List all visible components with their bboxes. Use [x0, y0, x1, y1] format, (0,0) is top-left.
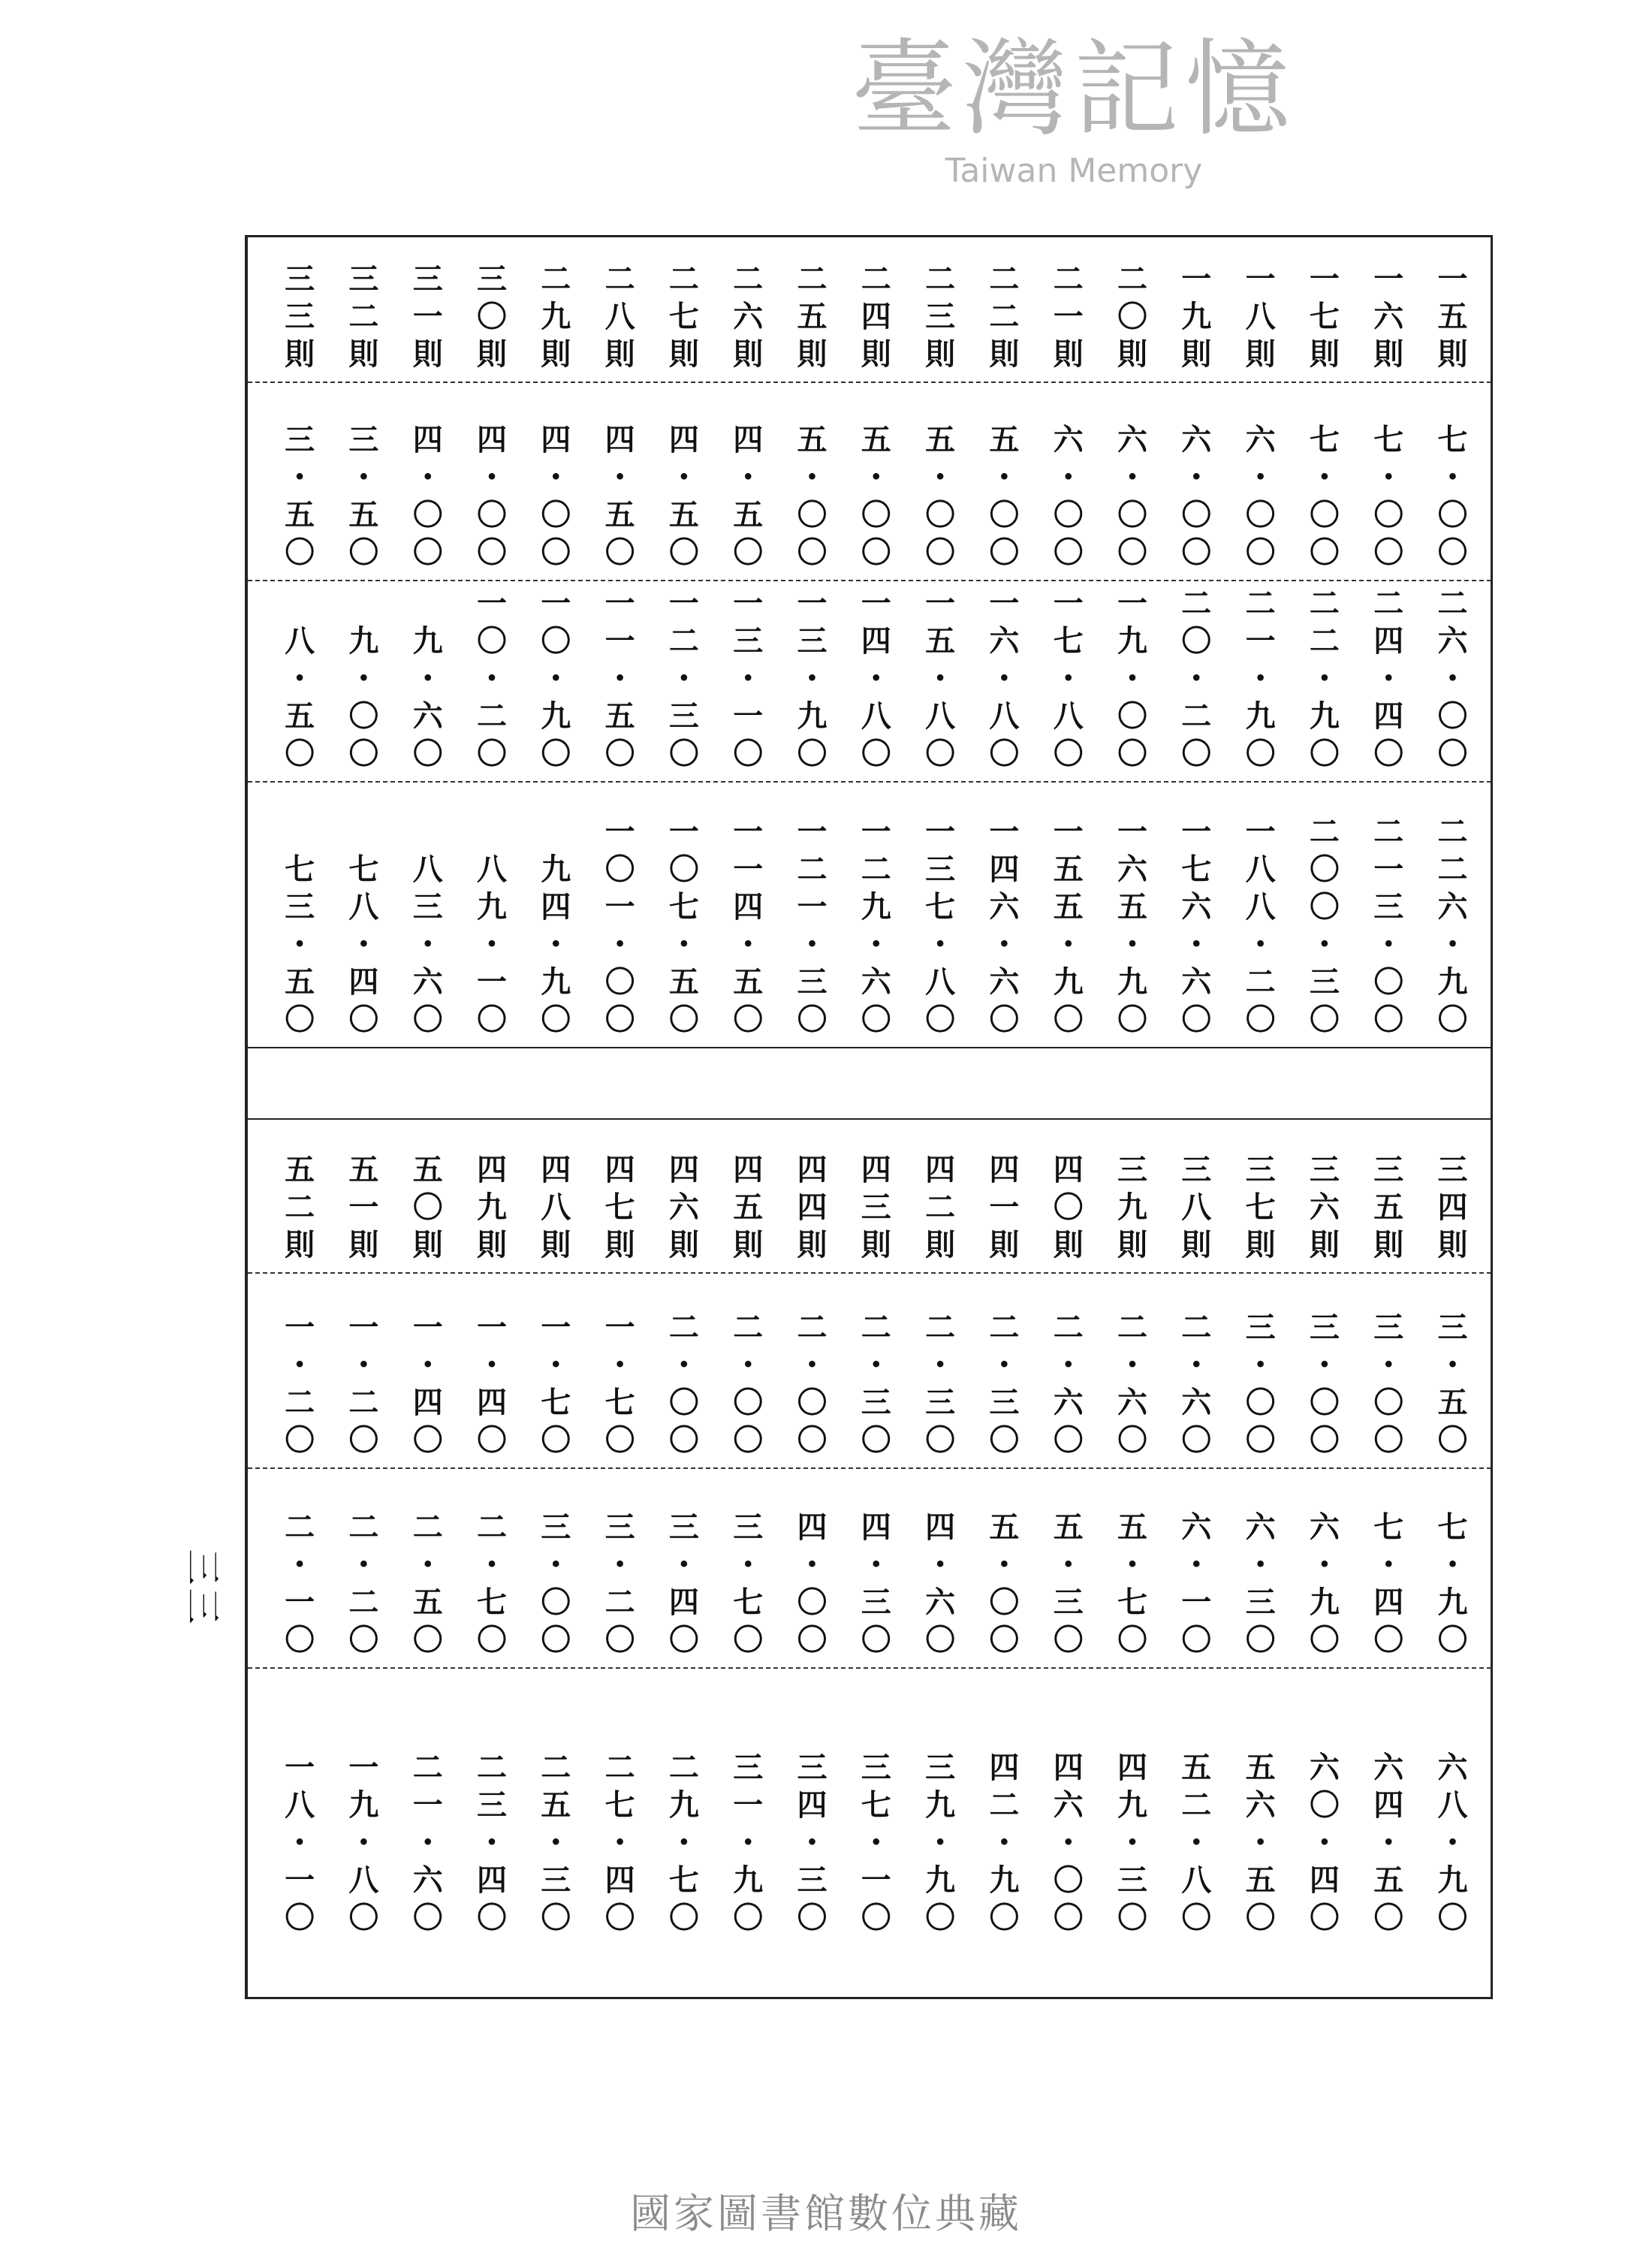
- row-divider: [248, 580, 1491, 581]
- table-cell: 七・〇〇: [1304, 424, 1340, 574]
- rule-number-header: 四三則: [856, 1154, 892, 1266]
- table-cell: 四二・九〇: [984, 1751, 1020, 1939]
- table-cell: 六・〇〇: [1048, 424, 1084, 574]
- table-cell: 四・五〇: [600, 424, 636, 574]
- table-cell: 一三・九〇: [792, 587, 828, 775]
- rule-number-header: 四二則: [920, 1154, 956, 1266]
- table-cell: 六四・五〇: [1368, 1751, 1404, 1939]
- rule-number-header: 五二則: [279, 1154, 315, 1266]
- table-cell: 一・四〇: [472, 1311, 508, 1461]
- table-cell: 四九・三〇: [1112, 1751, 1148, 1939]
- table-cell: 一・七〇: [535, 1311, 571, 1461]
- table-cell: 一・二〇: [343, 1311, 379, 1461]
- table-cell: 一六・八〇: [984, 587, 1020, 775]
- table-cell: 五・〇〇: [856, 424, 892, 574]
- rule-number-header: 二三則: [920, 263, 956, 376]
- rule-number-header: 四六則: [664, 1154, 700, 1266]
- table-cell: 一八八・二〇: [1241, 816, 1277, 1041]
- table-cell: 二一・六〇: [408, 1751, 444, 1939]
- table-cell: 三・五〇: [279, 424, 315, 574]
- table-cell: 一四・八〇: [856, 587, 892, 775]
- table-cell: 五六・五〇: [1241, 1751, 1277, 1939]
- table-cell: 六・九〇: [1304, 1511, 1340, 1661]
- table-cell: 一〇一・〇〇: [600, 816, 636, 1041]
- rule-number-header: 三六則: [1304, 1154, 1340, 1266]
- row-divider: [248, 1272, 1491, 1274]
- table-cell: 七・四〇: [1368, 1511, 1404, 1661]
- table-cell: 三・七〇: [728, 1511, 764, 1661]
- table-cell: 一一四・五〇: [728, 816, 764, 1041]
- rule-number-header: 四五則: [728, 1154, 764, 1266]
- table-cell: 二・六〇: [1112, 1311, 1148, 1461]
- table-cell: 二三・四〇: [472, 1751, 508, 1939]
- table-cell: 一六五・九〇: [1112, 816, 1148, 1041]
- table-cell: 九・〇〇: [343, 625, 379, 775]
- table-cell: 七・〇〇: [1368, 424, 1404, 574]
- table-cell: 五・〇〇: [920, 424, 956, 574]
- rule-number-header: 四八則: [535, 1154, 571, 1266]
- rule-number-header: 四七則: [600, 1154, 636, 1266]
- table-cell: 二〇・二〇: [1176, 587, 1212, 775]
- table-cell: 一二九・六〇: [856, 816, 892, 1041]
- table-cell: 六・三〇: [1241, 1511, 1277, 1661]
- row-divider: [248, 1667, 1491, 1669]
- table-cell: 八三・六〇: [408, 853, 444, 1041]
- table-cell: 四・六〇: [920, 1511, 956, 1661]
- table-cell: 二・一〇: [279, 1511, 315, 1661]
- table-cell: 四・〇〇: [792, 1511, 828, 1661]
- watermark-text: 臺灣記憶: [851, 29, 1296, 151]
- table-cell: 四六・〇〇: [1048, 1751, 1084, 1939]
- table-cell: 二四・四〇: [1368, 587, 1404, 775]
- table-cell: 一九・八〇: [343, 1751, 379, 1939]
- table-cell: 一三・一〇: [728, 587, 764, 775]
- rule-number-header: 三一則: [408, 263, 444, 376]
- table-cell: 二六・〇〇: [1433, 587, 1468, 775]
- table-cell: 三一・九〇: [728, 1751, 764, 1939]
- table-cell: 五・七〇: [1112, 1511, 1148, 1661]
- watermark-subtext: Taiwan Memory: [945, 152, 1203, 190]
- table-cell: 七八・四〇: [343, 853, 379, 1041]
- table-cell: 二二・九〇: [1304, 587, 1340, 775]
- table-cell: 二〇〇・三〇: [1304, 816, 1340, 1041]
- rule-number-header: 三四則: [1433, 1154, 1468, 1266]
- table-cell: 七三・五〇: [279, 853, 315, 1041]
- table-cell: 六・〇〇: [1112, 424, 1148, 574]
- table-cell: 一八・一〇: [279, 1751, 315, 1939]
- table-cell: 一七・八〇: [1048, 587, 1084, 775]
- table-cell: 二二六・九〇: [1433, 816, 1468, 1041]
- table-cell: 七・〇〇: [1433, 424, 1468, 574]
- rule-number-header: 二九則: [535, 263, 571, 376]
- table-cell: 三九・九〇: [920, 1751, 956, 1939]
- table-cell: 四・五〇: [728, 424, 764, 574]
- table-cell: 二・〇〇: [792, 1311, 828, 1461]
- watermark-logo: [841, 30, 1307, 192]
- rule-number-header: 四四則: [792, 1154, 828, 1266]
- table-cell: 八九・一〇: [472, 853, 508, 1041]
- table-cell: 二九・七〇: [664, 1751, 700, 1939]
- rule-number-header: 三八則: [1176, 1154, 1212, 1266]
- table-cell: 三四・三〇: [792, 1751, 828, 1939]
- table-cell: 二七・四〇: [600, 1751, 636, 1939]
- rule-number-header: 二四則: [856, 263, 892, 376]
- row-divider: [248, 1047, 1491, 1048]
- table-cell: 一・四〇: [408, 1311, 444, 1461]
- table-cell: 二・三〇: [920, 1311, 956, 1461]
- rule-number-header: 四九則: [472, 1154, 508, 1266]
- table-cell: 二・三〇: [856, 1311, 892, 1461]
- rule-number-header: 三九則: [1112, 1154, 1148, 1266]
- row-divider: [248, 382, 1491, 383]
- table-cell: 一・七〇: [600, 1311, 636, 1461]
- table-cell: 三・五〇: [1433, 1311, 1468, 1461]
- rule-number-header: 二一則: [1048, 263, 1084, 376]
- table-cell: 二・七〇: [472, 1511, 508, 1661]
- table-cell: 六〇・四〇: [1304, 1751, 1340, 1939]
- table-cell: 三・四〇: [664, 1511, 700, 1661]
- table-cell: 三・〇〇: [1304, 1311, 1340, 1461]
- rule-number-header: 二六則: [728, 263, 764, 376]
- table-cell: 二五・三〇: [535, 1751, 571, 1939]
- table-cell: 一〇・二〇: [472, 587, 508, 775]
- table-cell: 三・〇〇: [1241, 1311, 1277, 1461]
- footer-caption: 國家圖書館數位典藏: [630, 2190, 1022, 2237]
- table-cell: 九四・九〇: [535, 853, 571, 1041]
- table-cell: 一七六・六〇: [1176, 816, 1212, 1041]
- table-cell: 一〇・九〇: [535, 587, 571, 775]
- rule-number-header: 三〇則: [472, 263, 508, 376]
- table-cell: 四・三〇: [856, 1511, 892, 1661]
- table-cell: 六・〇〇: [1176, 424, 1212, 574]
- table-cell: 一五五・九〇: [1048, 816, 1084, 1041]
- block-divider: [248, 1118, 1491, 1120]
- table-cell: 五・〇〇: [984, 1511, 1020, 1661]
- table-cell: 四・〇〇: [472, 424, 508, 574]
- table-cell: 三・五〇: [343, 424, 379, 574]
- table-cell: 六・一〇: [1176, 1511, 1212, 1661]
- table-cell: 二・六〇: [1176, 1311, 1212, 1461]
- table-cell: 九・六〇: [408, 625, 444, 775]
- table-cell: 一〇七・五〇: [664, 816, 700, 1041]
- rule-number-header: 一五則: [1433, 263, 1468, 376]
- table-cell: 五・三〇: [1048, 1511, 1084, 1661]
- rule-number-header: 一八則: [1241, 263, 1277, 376]
- rule-number-header: 五〇則: [408, 1154, 444, 1266]
- table-cell: 二・二〇: [343, 1511, 379, 1661]
- rule-number-header: 二五則: [792, 263, 828, 376]
- table-cell: 四・〇〇: [408, 424, 444, 574]
- rule-number-header: 四一則: [984, 1154, 1020, 1266]
- table-cell: 一二一・三〇: [792, 816, 828, 1041]
- row-divider: [248, 1467, 1491, 1469]
- rule-number-header: 二〇則: [1112, 263, 1148, 376]
- row-divider: [248, 781, 1491, 783]
- rule-number-header: 三七則: [1241, 1154, 1277, 1266]
- table-cell: 二一・九〇: [1241, 587, 1277, 775]
- table-cell: 二・三〇: [984, 1311, 1020, 1461]
- table-cell: 一三七・八〇: [920, 816, 956, 1041]
- rule-number-header: 三五則: [1368, 1154, 1404, 1266]
- table-cell: 一・二〇: [279, 1311, 315, 1461]
- table-cell: 一九・〇〇: [1112, 587, 1148, 775]
- table-cell: 二・五〇: [408, 1511, 444, 1661]
- table-cell: 一五・八〇: [920, 587, 956, 775]
- rule-number-header: 二二則: [984, 263, 1020, 376]
- table-cell: 一二・三〇: [664, 587, 700, 775]
- table-cell: 六・〇〇: [1241, 424, 1277, 574]
- table-cell: 五・〇〇: [792, 424, 828, 574]
- rule-number-header: 二七則: [664, 263, 700, 376]
- table-cell: 四・五〇: [664, 424, 700, 574]
- table-cell: 四・〇〇: [535, 424, 571, 574]
- table-cell: 八・五〇: [279, 625, 315, 775]
- table-cell: 七・九〇: [1433, 1511, 1468, 1661]
- table-cell: 三・二〇: [600, 1511, 636, 1661]
- rule-number-header: 五一則: [343, 1154, 379, 1266]
- table-cell: 六八・九〇: [1433, 1751, 1468, 1939]
- rule-number-header: 四〇則: [1048, 1154, 1084, 1266]
- table-cell: 一一・五〇: [600, 587, 636, 775]
- table-cell: 三・〇〇: [535, 1511, 571, 1661]
- table-cell: 一四六・六〇: [984, 816, 1020, 1041]
- table-cell: 五・〇〇: [984, 424, 1020, 574]
- table-cell: 二・六〇: [1048, 1311, 1084, 1461]
- page-number: 三三: [181, 1549, 224, 1627]
- table-cell: 二一三・〇〇: [1368, 816, 1404, 1041]
- rule-number-header: 三二則: [343, 263, 379, 376]
- rule-number-header: 三三則: [279, 263, 315, 376]
- table-cell: 二・〇〇: [664, 1311, 700, 1461]
- table-cell: 二・〇〇: [728, 1311, 764, 1461]
- rule-number-header: 一九則: [1176, 263, 1212, 376]
- rule-number-header: 一六則: [1368, 263, 1404, 376]
- rule-number-header: 一七則: [1304, 263, 1340, 376]
- rule-number-header: 二八則: [600, 263, 636, 376]
- table-cell: 三・〇〇: [1368, 1311, 1404, 1461]
- table-cell: 五二・八〇: [1176, 1751, 1212, 1939]
- table-cell: 三七・一〇: [856, 1751, 892, 1939]
